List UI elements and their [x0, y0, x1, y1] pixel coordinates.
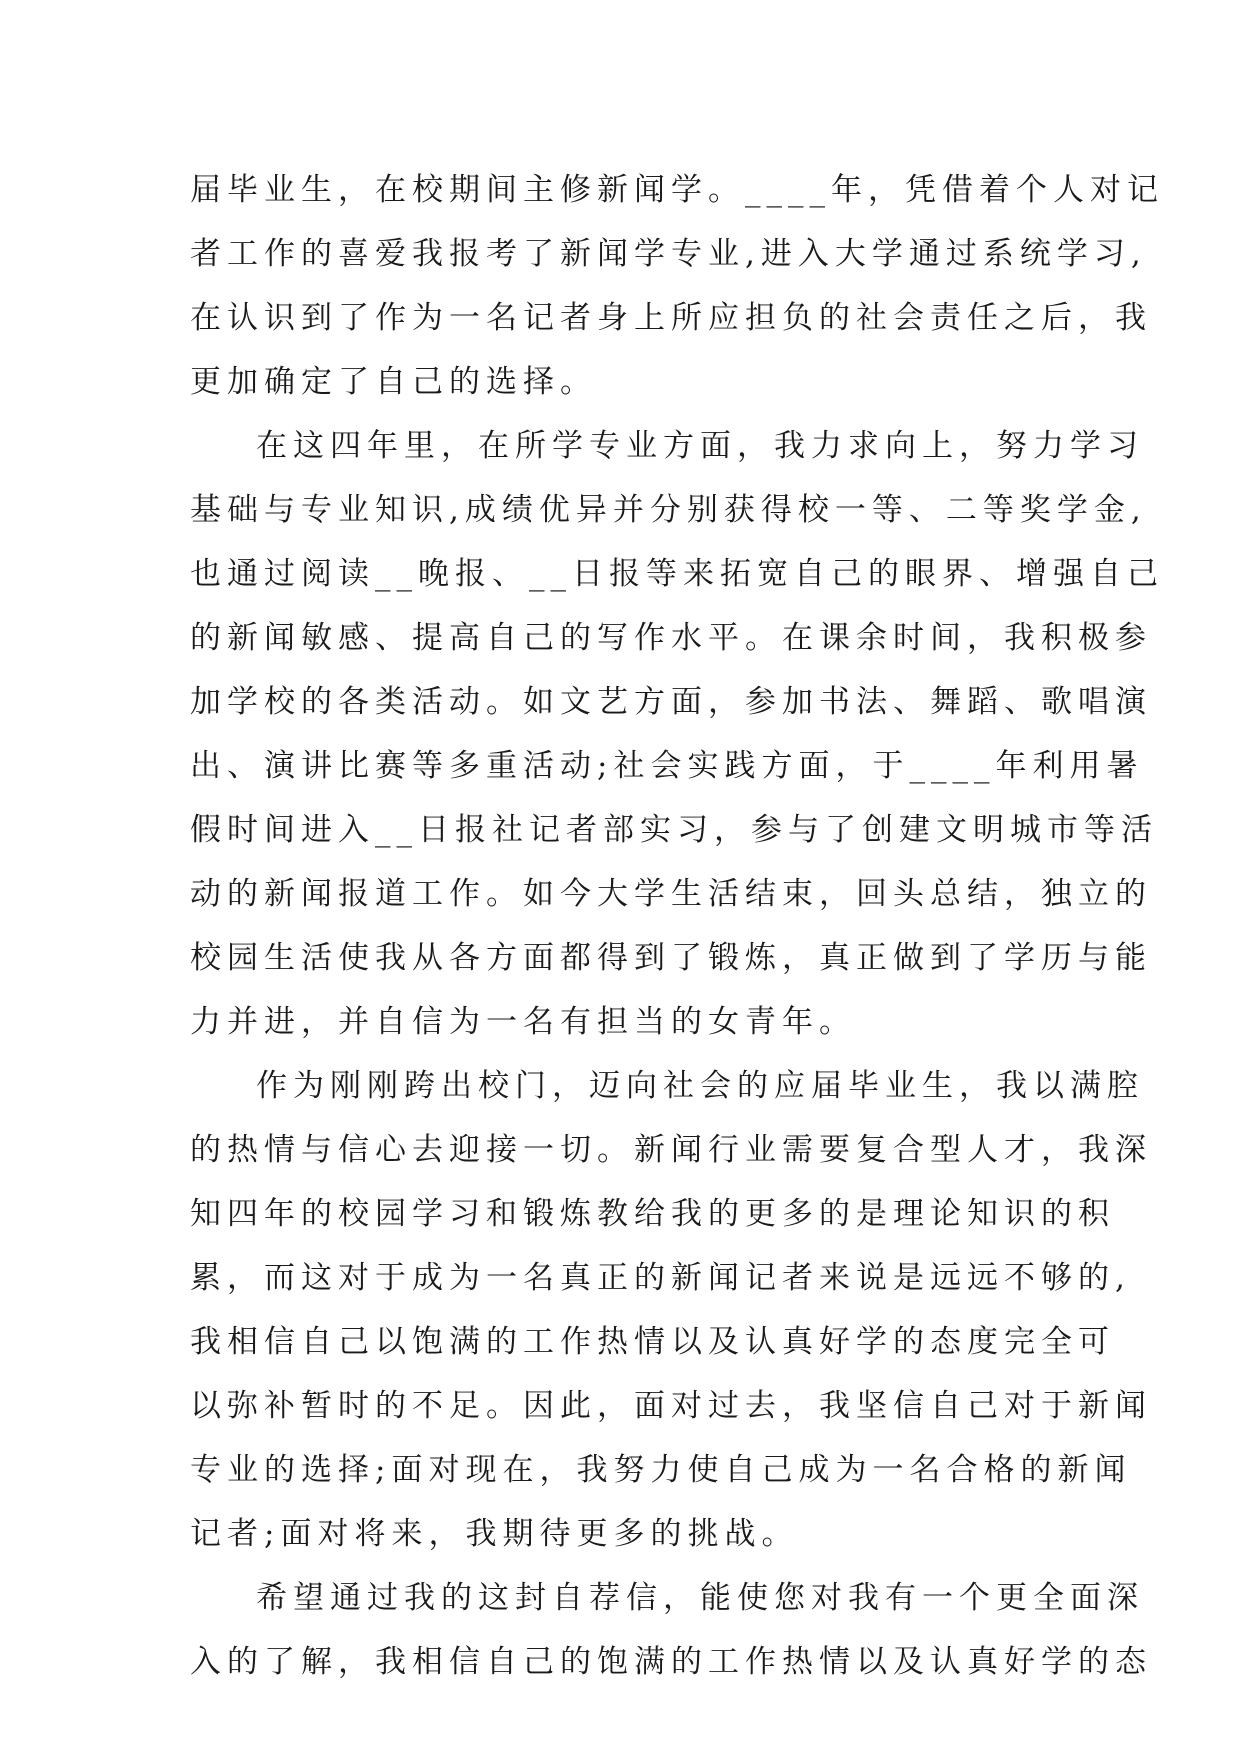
text-line: 的新闻敏感、提高自己的写作水平。在课余时间，我积极参	[190, 620, 1152, 656]
paragraph-start-line: 作为刚刚跨出校门，迈向社会的应届毕业生，我以满腔	[256, 1068, 1144, 1104]
text-line: 出、演讲比赛等多重活动;社会实践方面，于____年利用暑	[190, 748, 1144, 784]
paragraph-start-line: 希望通过我的这封自荐信，能使您对我有一个更全面深	[256, 1580, 1144, 1616]
text-line: 以弥补暂时的不足。因此，面对过去，我坚信自己对于新闻	[190, 1388, 1152, 1424]
text-line: 校园生活使我从各方面都得到了锻炼，真正做到了学历与能	[190, 940, 1152, 976]
text-line: 入的了解，我相信自己的饱满的工作热情以及认真好学的态	[190, 1644, 1152, 1680]
text-line: 记者;面对将来，我期待更多的挑战。	[190, 1516, 799, 1552]
paragraph-start-line: 在这四年里，在所学专业方面，我力求向上，努力学习	[256, 428, 1144, 464]
text-line: 者工作的喜爱我报考了新闻学专业,进入大学通过系统学习,	[190, 236, 1147, 272]
text-line: 力并进，并自信为一名有担当的女青年。	[190, 1004, 856, 1040]
text-line: 基础与专业知识,成绩优异并分别获得校一等、二等奖学金,	[190, 492, 1147, 528]
text-line: 也通过阅读__晚报、__日报等来拓宽自己的眼界、增强自己	[190, 556, 1164, 592]
text-line: 的热情与信心去迎接一切。新闻行业需要复合型人才，我深	[190, 1132, 1152, 1168]
text-line: 更加确定了自己的选择。	[190, 364, 597, 400]
text-line: 在认识到了作为一名记者身上所应担负的社会责任之后，我	[190, 300, 1152, 336]
text-line: 假时间进入__日报社记者部实习，参与了创建文明城市等活	[190, 812, 1158, 848]
text-line: 知四年的校园学习和锻炼教给我的更多的是理论知识的积	[190, 1196, 1115, 1232]
text-line: 届毕业生，在校期间主修新闻学。____年，凭借着个人对记	[190, 172, 1164, 208]
letter-body	[190, 158, 1164, 1694]
text-line: 加学校的各类活动。如文艺方面，参加书法、舞蹈、歌唱演	[190, 684, 1152, 720]
text-line: 专业的选择;面对现在，我努力使自己成为一名合格的新闻	[190, 1452, 1132, 1488]
text-line: 动的新闻报道工作。如今大学生活结束，回头总结，独立的	[190, 876, 1152, 912]
text-line: 我相信自己以饱满的工作热情以及认真好学的态度完全可	[190, 1324, 1115, 1360]
text-line: 累，而这对于成为一名真正的新闻记者来说是远远不够的,	[190, 1260, 1131, 1296]
